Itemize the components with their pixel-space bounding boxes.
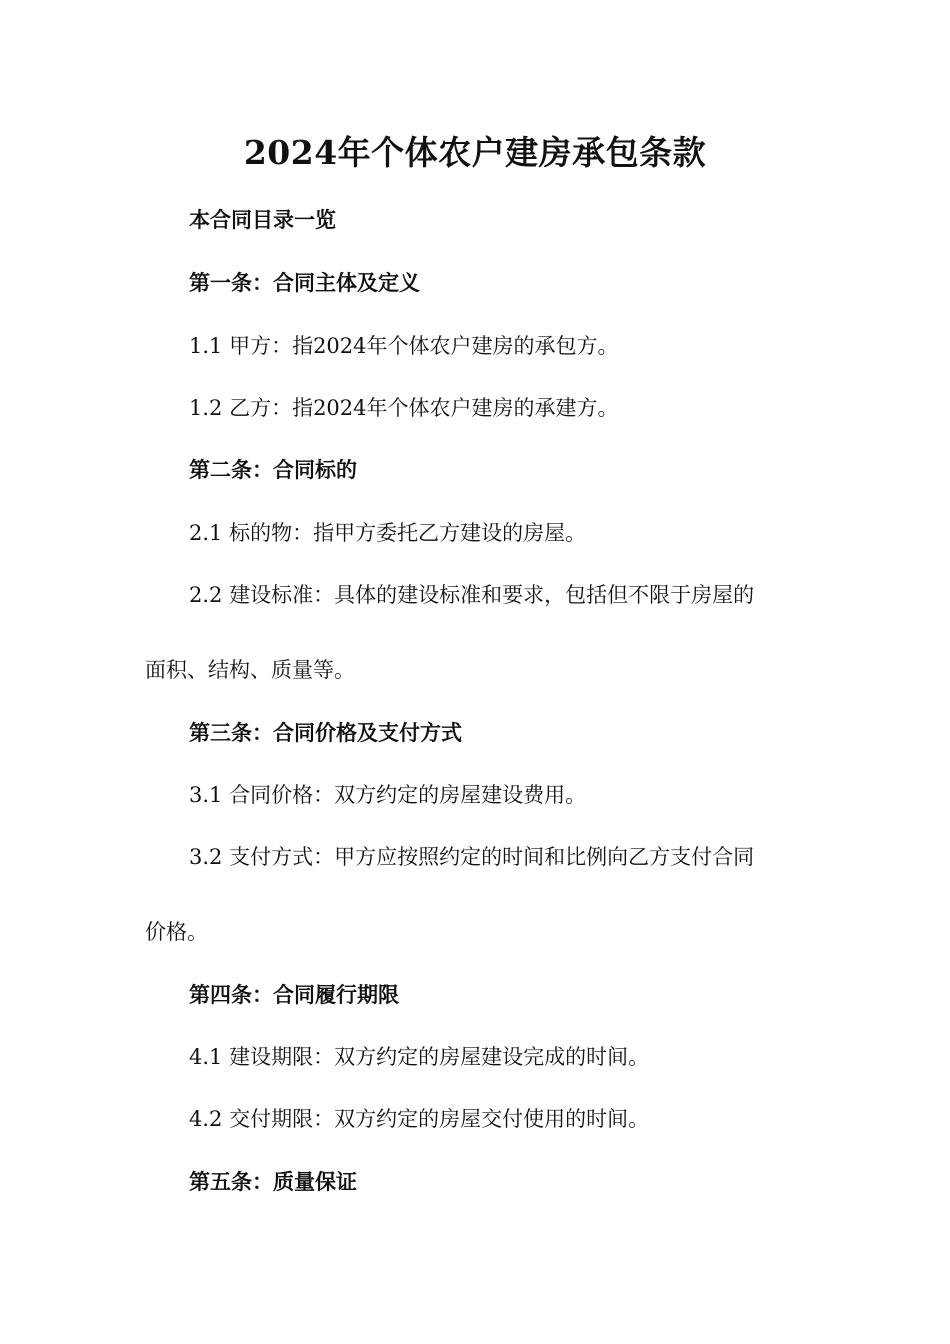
clause-4-1: 4.1 建设期限：双方约定的房屋建设完成的时间。 <box>189 1045 650 1069</box>
clause-1-1: 1.1 甲方：指2024年个体农户建房的承包方。 <box>189 334 619 358</box>
clause-3-2-line-1: 3.2 支付方式：甲方应按照约定的时间和比例向乙方支付合同 <box>189 845 755 869</box>
clause-2-2-line-1: 2.2 建设标准：具体的建设标准和要求，包括但不限于房屋的 <box>189 583 755 607</box>
section-3-heading: 第三条：合同价格及支付方式 <box>189 721 462 745</box>
clause-3-2-line-2: 价格。 <box>145 920 208 944</box>
document-title: 2024年个体农户建房承包条款 <box>243 133 707 172</box>
clause-3-1: 3.1 合同价格：双方约定的房屋建设费用。 <box>189 783 587 807</box>
section-5-heading: 第五条：质量保证 <box>189 1170 357 1194</box>
section-1-heading: 第一条：合同主体及定义 <box>189 271 420 295</box>
toc-heading: 本合同目录一览 <box>189 208 336 232</box>
clause-2-1: 2.1 标的物：指甲方委托乙方建设的房屋。 <box>189 521 587 545</box>
section-2-heading: 第二条：合同标的 <box>189 458 357 482</box>
clause-4-2: 4.2 交付期限：双方约定的房屋交付使用的时间。 <box>189 1107 650 1131</box>
clause-2-2-line-2: 面积、结构、质量等。 <box>145 658 355 682</box>
clause-1-2: 1.2 乙方：指2024年个体农户建房的承建方。 <box>189 396 619 420</box>
section-4-heading: 第四条：合同履行期限 <box>189 983 399 1007</box>
